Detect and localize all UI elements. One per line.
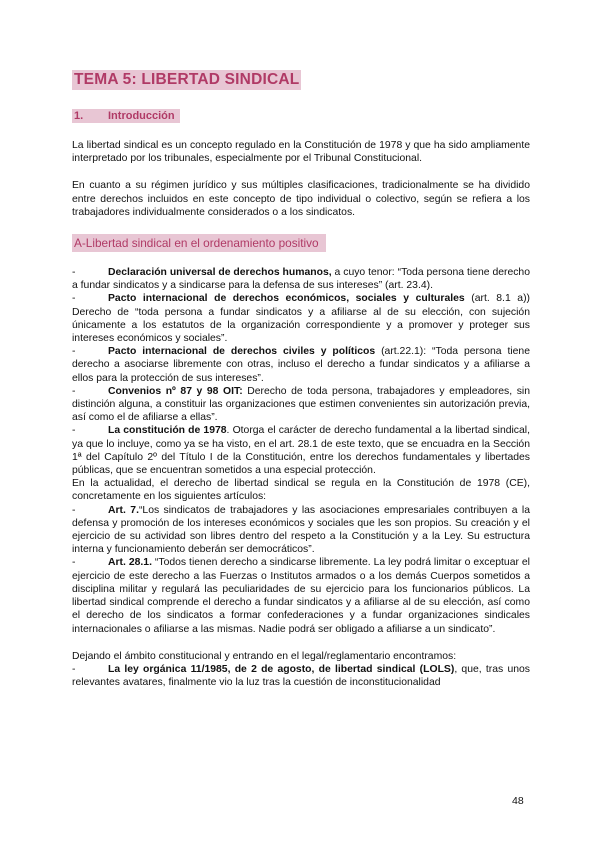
intro-paragraph-2: En cuanto a su régimen jurídico y sus múltiples clasificaciones, tradicionalmente se ha dividido entre derechos incluidos en este concepto de tipo individual o colectivo, según se refiera a los trabajadores individualmente considerados o a los sindicatos. bbox=[72, 180, 530, 218]
bullet-dash: - bbox=[72, 293, 76, 305]
document-page bbox=[72, 70, 530, 689]
bullet-dash: - bbox=[72, 663, 76, 675]
intro-paragraph-1: La libertad sindical es un concepto regulado en la Constitución de 1978 y que ha sido ampliamente interpretado por los tribunales, especialmente por el Tribunal Constitucional. bbox=[72, 140, 530, 165]
page-number: 48 bbox=[512, 795, 524, 807]
law-text: , que, tras unos relevantes avatares, finalmente vio la luz tras la cuestión de inconstitucionalidad bbox=[72, 663, 530, 689]
article-item bbox=[72, 504, 530, 557]
subsection-heading: A-Libertad sindical en el ordenamiento positivo bbox=[72, 234, 326, 252]
bullet-dash: - bbox=[72, 504, 76, 516]
article-text: “Todos tienen derecho a sindicarse libremente. La ley podrá limitar o exceptuar el ejercicio de este derecho a las Fuerzas o Institutos armados o a los demás Cuerpos sometidos a disciplina militar y regulará las peculiaridades de su ejercicio para los funcionarios públicos. La libertad sindical comprende el derecho a fundar sindicatos y a afiliarse al de su elección, así como el derecho de los sindicatos a formar confederaciones y a fundar organizaciones sindicales internacionales o afiliarse a las mismas. Nadie podrá ser obligado a afiliarse a un sindicato”. bbox=[72, 557, 530, 635]
legal-intro-paragraph: Dejando el ámbito constitucional y entrando en el legal/reglamentario encontramos: bbox=[72, 650, 457, 662]
item-text: (art. 8.1 a)) Derecho de “toda persona a fundar sindicatos y a afiliarse al de su elección, con sujeción únicamente a los estatutos de la organización correspondiente y a promover y proteger sus intereses económicos y sociales”. bbox=[72, 293, 530, 345]
item-bold: Pacto internacional de derechos civiles y políticos bbox=[108, 346, 376, 358]
article-bold: Art. 7. bbox=[108, 504, 139, 516]
bullet-dash: - bbox=[72, 425, 76, 437]
item-bold: Convenios nº 87 y 98 OIT: bbox=[108, 385, 243, 397]
item-text: Derecho de toda persona, trabajadores y empleadores, sin distinción alguna, a constituir las organizaciones que estimen convenientes sin autorización previa, así como el de afiliarse a ellas”. bbox=[72, 385, 530, 424]
item-bold: Pacto internacional de derechos económicos, sociales y culturales bbox=[108, 293, 465, 305]
item-text: (art.22.1): “Toda persona tiene derecho a asociarse libremente con otras, incluso el derecho a fundar sindicatos y a afiliarse a ellos para la protección de sus intereses”. bbox=[72, 346, 530, 384]
section-label: Introducción bbox=[108, 110, 175, 122]
list-item bbox=[72, 424, 530, 477]
item-bold: La constitución de 1978 bbox=[108, 425, 227, 437]
bullet-dash: - bbox=[72, 346, 76, 358]
list-item bbox=[72, 385, 530, 425]
item-text: a cuyo tenor: “Toda persona tiene derecho a fundar sindicatos y a sindicarse para la defensa de sus intereses” (art. 23.4). bbox=[72, 267, 530, 292]
article-text: “Los sindicatos de trabajadores y las asociaciones empresariales contribuyen a la defensa y promoción de los intereses económicos y sociales que les son propios. Su creación y el ejercicio de su actividad son libres dentro del respeto a la Constitución y a la Ley. Su estructura interna y funcionamiento deberán ser democráticos”. bbox=[72, 504, 530, 556]
current-regulation-paragraph: En la actualidad, el derecho de libertad sindical se regula en la Constitución de 1978 (CE), concretamente en los siguientes artículos: bbox=[72, 478, 530, 503]
sources-list bbox=[72, 266, 530, 689]
item-bold: Declaración universal de derechos humanos, bbox=[108, 267, 332, 279]
list-item bbox=[72, 292, 530, 345]
law-bold: La ley orgánica 11/1985, de 2 de agosto, de libertad sindical (LOLS) bbox=[108, 663, 455, 675]
article-bold: Art. 28.1. bbox=[108, 557, 152, 569]
bullet-dash: - bbox=[72, 267, 76, 279]
section-number: 1. bbox=[74, 110, 84, 122]
bullet-dash: - bbox=[72, 385, 76, 397]
page-title: TEMA 5: LIBERTAD SINDICAL bbox=[74, 71, 300, 88]
list-item bbox=[72, 266, 530, 292]
section-heading bbox=[72, 109, 180, 123]
law-item bbox=[72, 663, 530, 689]
article-item bbox=[72, 556, 530, 635]
bullet-dash: - bbox=[72, 557, 76, 569]
item-text: . Otorga el carácter de derecho fundamental a la libertad sindical, ya que lo incluye, como ya se ha visto, en el art. 28.1 de este texto, que se encuadra en la Sección 1ª del Capítulo 2º del Título I de la Constitución, entre los derechos fundamentales y libertades públicas, que se encuentran sometidos a una especial protección. bbox=[72, 425, 530, 477]
list-item bbox=[72, 345, 530, 385]
